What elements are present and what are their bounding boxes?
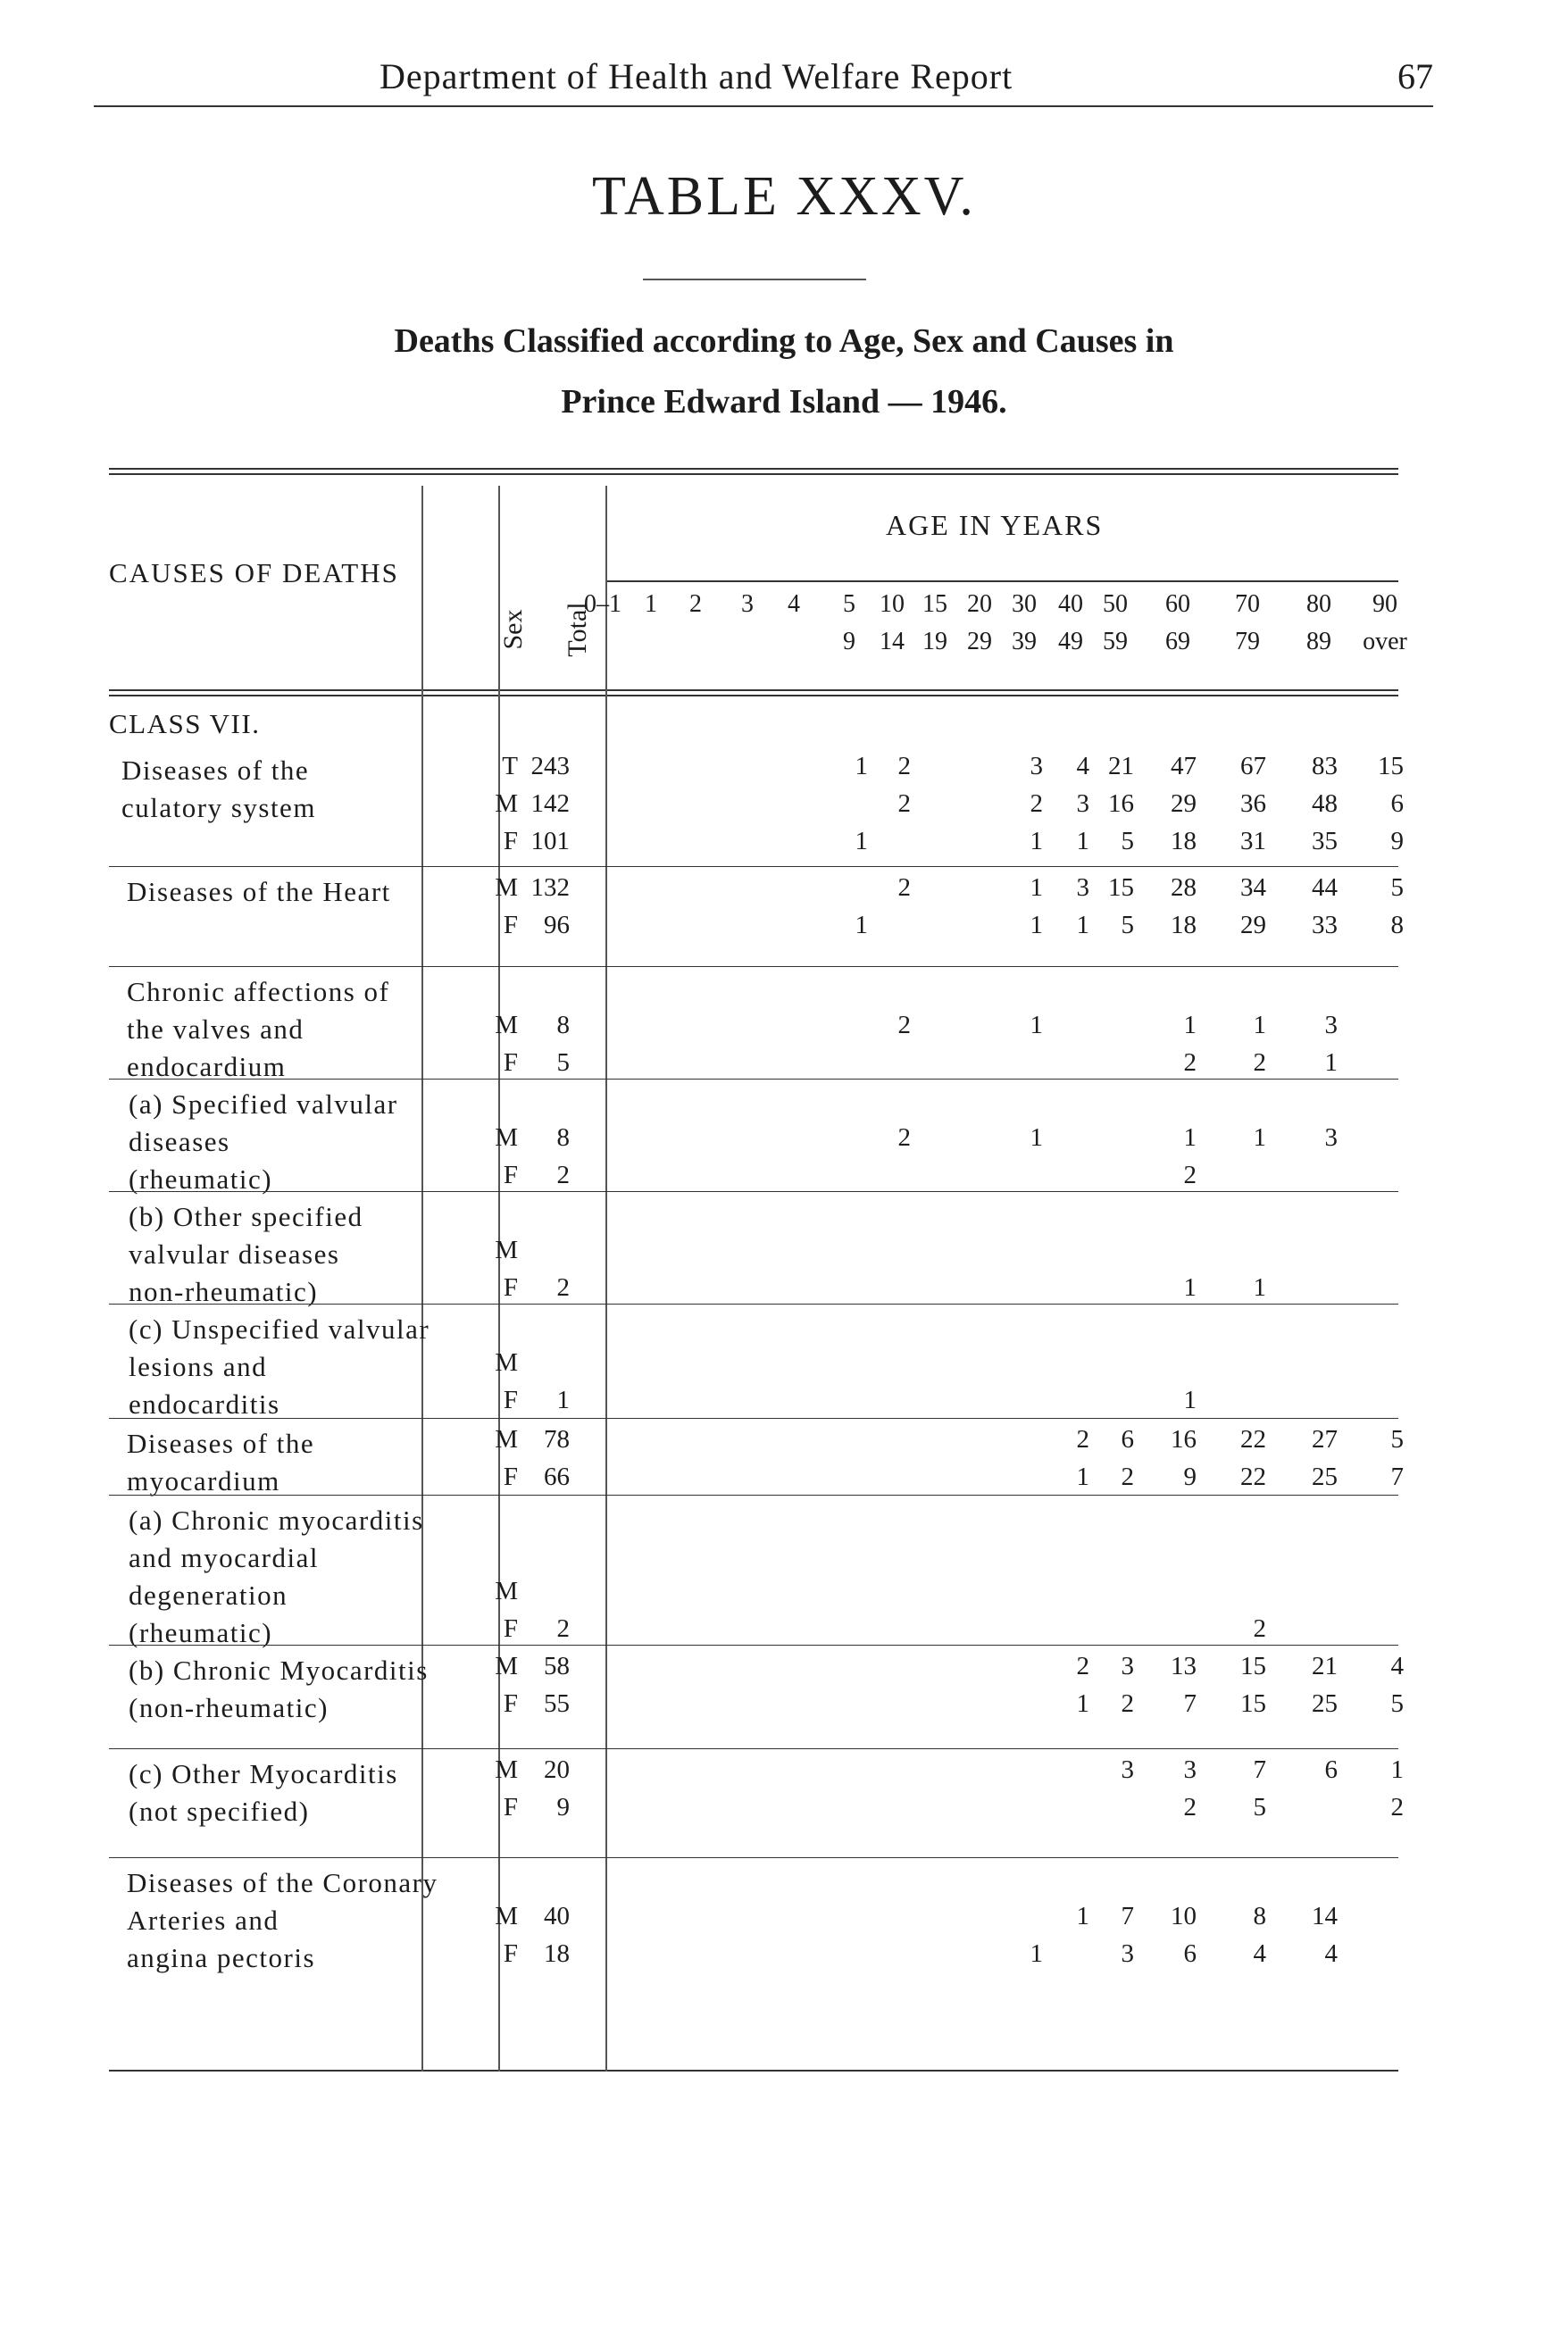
cause-of-death-label: (a) Chronic myocarditis and myocardial degeneration (rheumatic) [129,1505,424,1648]
age-group-count: 2 [1253,1614,1266,1643]
age-group-count: 48 [1312,789,1338,818]
age-group-count: 4 [1390,1652,1404,1680]
age-group-count: 14 [1312,1902,1338,1930]
age-group-count: 31 [1240,827,1266,855]
age-column-header: 40 49 [1058,590,1083,655]
sex-code: F [503,1689,518,1718]
age-column-header: 20 29 [967,590,992,655]
age-group-count: 1 [1030,873,1043,902]
sex-code: M [495,1577,518,1605]
age-group-count: 2 [1253,1048,1266,1077]
sex-code: F [503,1793,518,1822]
age-column-header: 5 9 [843,590,855,655]
age-group-count: 2 [1121,1463,1134,1491]
age-group-count: 6 [1183,1939,1197,1968]
row-separator [109,1304,1398,1305]
age-group-count: 15 [1378,752,1404,780]
total-deaths: 20 [544,1755,570,1784]
header-rule [94,105,1433,107]
age-group-count: 18 [1171,911,1197,939]
age-group-count: 2 [1076,1652,1089,1680]
age-group-count: 2 [1183,1048,1197,1077]
running-header [94,55,1433,109]
total-deaths: 8 [556,1011,570,1039]
age-column-header: 0–1 [584,590,621,618]
sex-code: F [503,911,518,939]
sex-code: F [503,1048,518,1077]
age-group-count: 7 [1183,1689,1197,1718]
table-title: TABLE XXXV. [592,166,976,227]
age-group-count: 25 [1312,1689,1338,1718]
age-group-count: 1 [1390,1755,1404,1784]
age-group-count: 7 [1121,1902,1134,1930]
total-deaths: 18 [544,1939,570,1968]
age-group-count: 1 [1030,911,1043,939]
age-group-count: 5 [1253,1793,1266,1822]
age-group-count: 2 [897,873,911,902]
sex-code: M [495,1425,518,1454]
age-column-header: 30 39 [1012,590,1037,655]
total-deaths: 40 [544,1902,570,1930]
age-group-count: 1 [1324,1048,1338,1077]
age-group-count: 1 [1030,1011,1043,1039]
age-group-count: 4 [1076,752,1089,780]
age-column-header: 90 over [1363,590,1407,655]
row-separator [109,1495,1398,1496]
cause-of-death-label: (c) Other Myocarditis (not specified) [129,1758,398,1827]
age-group-count: 15 [1240,1689,1266,1718]
age-group-count: 18 [1171,827,1197,855]
row-separator [109,1857,1398,1858]
age-column-header: 15 19 [922,590,947,655]
age-group-count: 1 [1030,1123,1043,1152]
cause-of-death-label: (b) Other specified valvular diseases non-rheumatic) [129,1201,363,1307]
age-group-count: 3 [1183,1755,1197,1784]
age-group-count: 3 [1121,1755,1134,1784]
age-group-count: 2 [1076,1425,1089,1454]
deaths-table [109,468,1407,2072]
age-group-count: 3 [1324,1123,1338,1152]
age-group-count: 3 [1076,873,1089,902]
age-column-header: 60 69 [1165,590,1190,655]
row-separator [109,966,1398,967]
age-group-count: 2 [897,789,911,818]
age-group-count: 34 [1240,873,1266,902]
sex-code: M [495,1348,518,1377]
age-group-count: 2 [1390,1793,1404,1822]
age-group-count: 2 [897,1123,911,1152]
age-column-header: 1 [645,590,657,618]
age-group-count: 44 [1312,873,1338,902]
age-group-count: 1 [1076,911,1089,939]
age-group-count: 7 [1390,1463,1404,1491]
age-group-count: 16 [1171,1425,1197,1454]
age-group-count: 1 [1030,1939,1043,1968]
age-group-count: 13 [1171,1652,1197,1680]
sex-code: M [495,1123,518,1152]
total-deaths: 2 [556,1614,570,1643]
age-group-count: 3 [1030,752,1043,780]
age-group-count: 1 [1253,1273,1266,1302]
age-group-count: 47 [1171,752,1197,780]
total-deaths: 66 [544,1463,570,1491]
table-subtitle-line-2: Prince Edward Island — 1946. [561,383,1007,421]
age-group-count: 1 [1030,827,1043,855]
age-group-count: 2 [897,1011,911,1039]
sex-code: F [503,1939,518,1968]
age-group-header: AGE IN YEARS [886,509,1104,541]
sex-code: M [495,1902,518,1930]
age-group-count: 2 [1183,1161,1197,1189]
total-deaths: 55 [544,1689,570,1718]
row-separator [109,1191,1398,1192]
age-group-count: 5 [1390,1689,1404,1718]
age-group-count: 29 [1240,911,1266,939]
row-separator [109,1645,1398,1646]
age-group-count: 1 [1253,1011,1266,1039]
age-group-count: 22 [1240,1425,1266,1454]
age-group-count: 1 [1183,1386,1197,1414]
total-deaths: 142 [530,789,570,818]
cause-of-death-label: Diseases of the myocardium [127,1428,315,1496]
age-column-header: 2 [689,590,702,618]
age-group-count: 1 [855,752,868,780]
age-group-count: 4 [1253,1939,1266,1968]
sex-column-header: Sex [498,609,528,650]
age-header-rule [607,580,1398,582]
age-group-count: 1 [1076,827,1089,855]
age-group-count: 1 [1183,1011,1197,1039]
age-group-count: 3 [1121,1652,1134,1680]
age-column-header: 70 79 [1235,590,1260,655]
age-group-count: 5 [1390,1425,1404,1454]
age-group-count: 1 [855,911,868,939]
age-group-count: 16 [1108,789,1134,818]
cause-of-death-label: (c) Unspecified valvular lesions and endocarditis [129,1313,430,1420]
cause-of-death-label: Diseases of the Coronary Arteries and angina pectoris [127,1867,438,1973]
total-deaths: 9 [556,1793,570,1822]
age-group-count: 15 [1108,873,1134,902]
total-deaths: 2 [556,1273,570,1302]
sex-code: M [495,1652,518,1680]
age-group-count: 6 [1324,1755,1338,1784]
table-bottom-rule [109,2070,1398,2072]
sex-code: F [503,1463,518,1491]
age-group-count: 1 [1076,1463,1089,1491]
sex-code: F [503,1161,518,1189]
class-label: CLASS VII. [109,708,261,739]
age-group-count: 1 [1076,1902,1089,1930]
row-separator [109,1418,1398,1419]
age-group-count: 2 [1183,1793,1197,1822]
age-group-count: 35 [1312,827,1338,855]
total-deaths: 8 [556,1123,570,1152]
sex-code: M [495,1236,518,1264]
row-separator [109,1748,1398,1749]
age-group-count: 9 [1183,1463,1197,1491]
total-deaths: 1 [556,1386,570,1414]
age-group-count: 15 [1240,1652,1266,1680]
sex-code: F [503,1273,518,1302]
age-group-count: 2 [1121,1689,1134,1718]
age-group-count: 22 [1240,1463,1266,1491]
cause-of-death-label: Chronic affections of the valves and endocardium [127,976,390,1082]
age-group-count: 9 [1390,827,1404,855]
table-subtitle-line-1: Deaths Classified according to Age, Sex and Causes in [394,322,1174,360]
total-deaths: 132 [530,873,570,902]
age-group-count: 21 [1312,1652,1338,1680]
age-group-count: 5 [1121,827,1134,855]
table-top-rule-double [109,473,1398,475]
sex-code: F [503,827,518,855]
age-group-count: 1 [1253,1123,1266,1152]
age-group-count: 29 [1171,789,1197,818]
total-deaths: 2 [556,1161,570,1189]
header-bottom-rule-double [109,695,1398,696]
age-column-header: 80 89 [1306,590,1331,655]
cause-of-death-label: Diseases of the Heart [127,876,391,907]
age-group-count: 3 [1076,789,1089,818]
age-group-count: 1 [855,827,868,855]
sex-code: F [503,1386,518,1414]
age-group-count: 4 [1324,1939,1338,1968]
age-group-count: 8 [1390,911,1404,939]
title-divider [643,279,866,280]
total-deaths: 78 [544,1425,570,1454]
age-group-count: 2 [897,752,911,780]
total-deaths: 96 [544,911,570,939]
age-group-count: 6 [1121,1425,1134,1454]
sex-code: M [495,789,518,818]
age-group-count: 8 [1253,1902,1266,1930]
age-column-header: 4 [788,590,800,618]
age-group-count: 1 [1183,1123,1197,1152]
age-column-header: 50 59 [1103,590,1128,655]
row-separator [109,1079,1398,1080]
total-deaths: 58 [544,1652,570,1680]
sex-code: M [495,873,518,902]
age-group-count: 6 [1390,789,1404,818]
age-group-count: 10 [1171,1902,1197,1930]
age-group-count: 7 [1253,1755,1266,1784]
sex-code: T [502,752,518,780]
column-rule [605,486,607,2072]
age-group-count: 1 [1076,1689,1089,1718]
total-deaths: 243 [530,752,570,780]
age-column-header: 3 [741,590,754,618]
age-group-count: 3 [1324,1011,1338,1039]
cause-of-death-label: Diseases of the culatory system [121,754,316,823]
page-number: 67 [1397,56,1433,96]
age-group-count: 33 [1312,911,1338,939]
age-group-count: 1 [1183,1273,1197,1302]
age-group-count: 36 [1240,789,1266,818]
age-group-count: 27 [1312,1425,1338,1454]
cause-of-death-label: (a) Specified valvular diseases (rheumatic) [129,1088,398,1195]
total-column-header: Total [563,602,592,657]
age-group-count: 83 [1312,752,1338,780]
age-group-count: 25 [1312,1463,1338,1491]
header-bottom-rule [109,689,1398,691]
column-rule [421,486,423,2072]
causes-column-header: CAUSES OF DEATHS [109,557,399,588]
age-group-count: 67 [1240,752,1266,780]
total-deaths: 101 [530,827,570,855]
sex-code: M [495,1755,518,1784]
age-group-count: 21 [1108,752,1134,780]
row-separator [109,866,1398,867]
age-group-count: 5 [1390,873,1404,902]
table-top-rule [109,468,1398,470]
report-title: Department of Health and Welfare Report [379,56,1013,96]
cause-of-death-label: (b) Chronic Myocarditis (non-rheumatic) [129,1655,429,1723]
sex-code: M [495,1011,518,1039]
age-group-count: 3 [1121,1939,1134,1968]
sex-code: F [503,1614,518,1643]
age-group-count: 28 [1171,873,1197,902]
total-deaths: 5 [556,1048,570,1077]
age-group-count: 2 [1030,789,1043,818]
age-column-header: 10 14 [880,590,905,655]
age-group-count: 5 [1121,911,1134,939]
